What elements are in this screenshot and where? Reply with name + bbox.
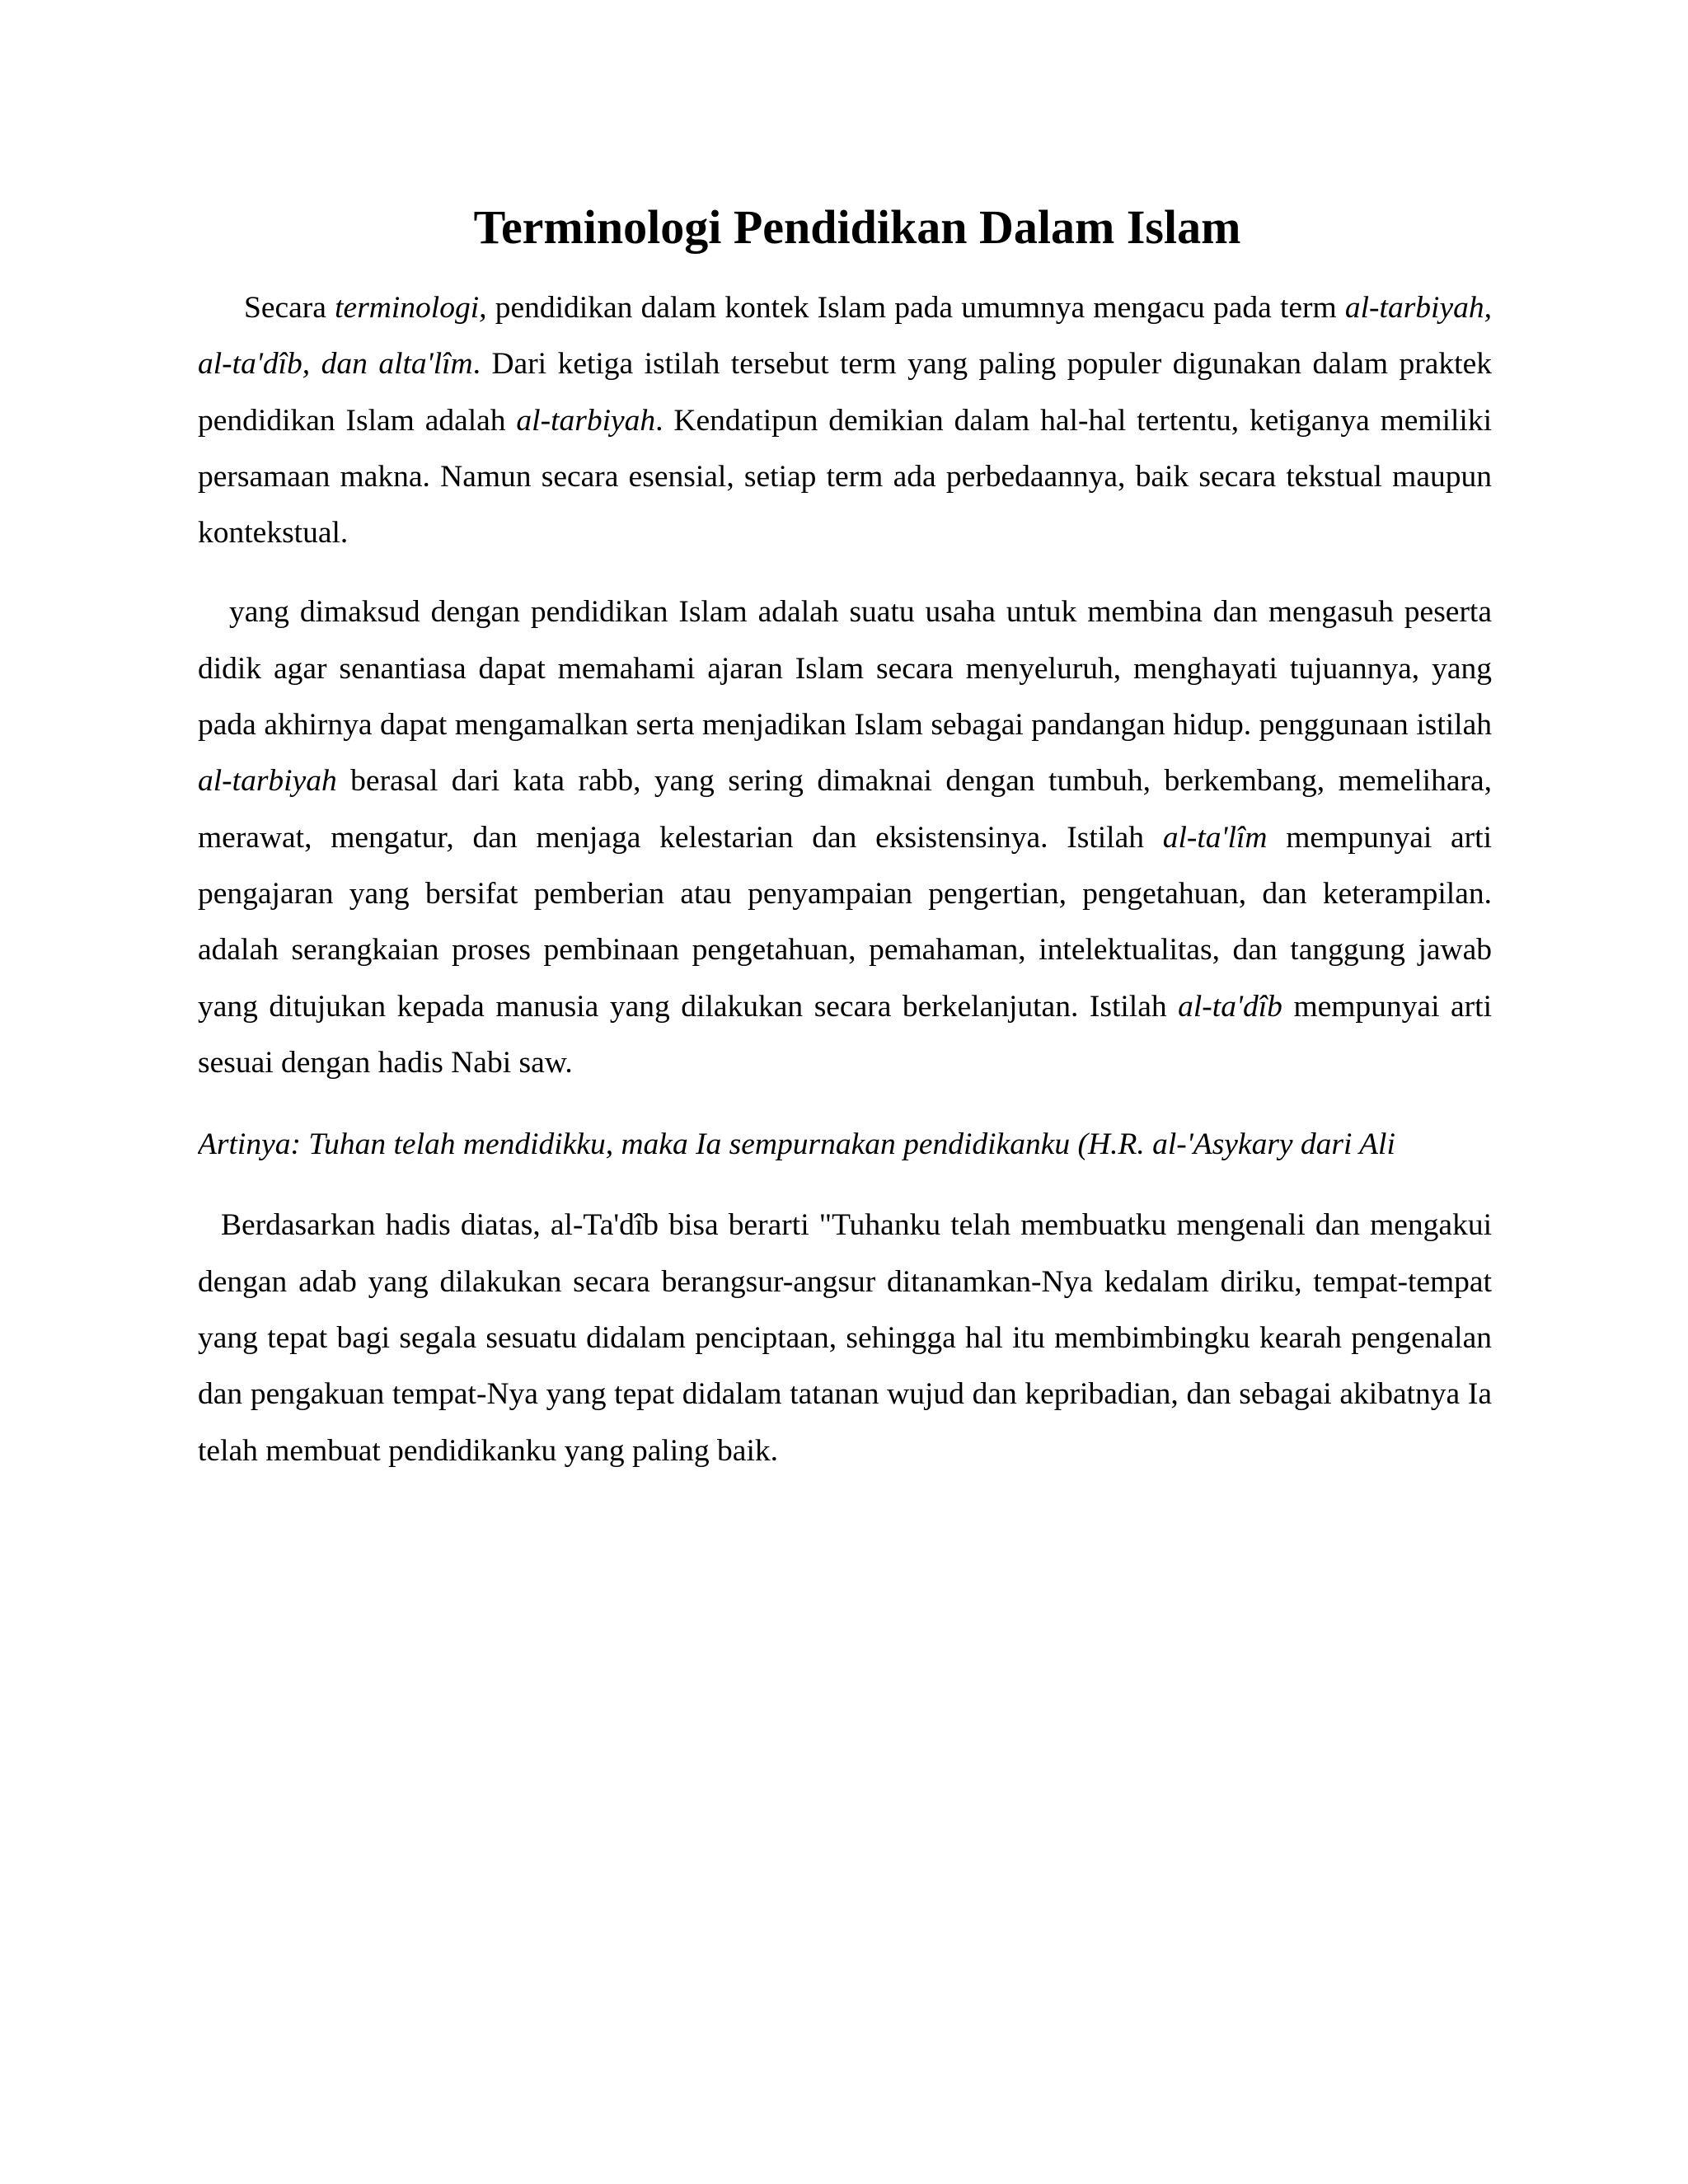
hadith-translation: Artinya: Tuhan telah mendidikku, maka Ia sempurnakan pendidikanku (H.R. al-'Asykary dari Ali [198, 1127, 1395, 1162]
paragraph-terminology [198, 280, 1492, 561]
paragraph-text: . Kendatipun demikian dalam hal-hal tertentu, ketiganya memiliki persamaan makna. Namun secara esensial, setiap term ada perbedaannya, baik secara tekstual maupun kontekstual. [198, 403, 1492, 551]
document-page [198, 194, 1492, 1479]
paragraph-text: mempunyai arti pengajaran yang bersifat pemberian atau penyampaian pengertian, pengetahuan, dan keterampilan. adalah serangkaian proses pembinaan pengetahuan, pemahaman, intelektualitas, dan tanggung jawab yang ditujukan kepada manusia yang dilakukan secara berkelanjutan. Istilah [198, 820, 1492, 1024]
paragraph-text: yang dimaksud dengan pendidikan Islam adalah suatu usaha untuk membina dan mengasuh peserta didik agar senantiasa dapat memahami ajaran Islam secara menyeluruh, menghayati tujuannya, yang pada akhirnya dapat mengamalkan serta menjadikan Islam sebagai pandangan hidup. penggunaan istilah [198, 595, 1492, 743]
paragraph-text: mempunyai arti sesuai dengan hadis Nabi saw. [198, 989, 1492, 1080]
paragraph-definition [198, 584, 1492, 1091]
document-title: Terminologi Pendidikan Dalam Islam [473, 200, 1241, 254]
italic-term: terminologi, [335, 291, 487, 325]
paragraph-text: . Dari ketiga istilah tersebut term yang paling populer digunakan dalam praktek pendidikan Islam adalah [198, 347, 1492, 438]
italic-term: al-ta'dîb [1178, 989, 1282, 1024]
paragraph-text: pendidikan dalam kontek Islam pada umumnya mengacu pada term [486, 291, 1345, 325]
italic-term: al-tarbiyah [516, 403, 656, 438]
italic-term: al-ta'lîm [1162, 820, 1268, 855]
paragraph-text: berasal dari kata rabb, yang sering dimaknai dengan tumbuh, berkembang, memelihara, merawat, mengatur, dan menjaga kelestarian dan eksistensinya. Istilah [198, 764, 1492, 855]
paragraph-text: Secara [244, 291, 335, 325]
italic-term: al-tarbiyah, al-ta'dîb, dan alta'lîm [198, 291, 1492, 382]
italic-term: al-tarbiyah [198, 764, 337, 799]
paragraph-explanation: Berdasarkan hadis diatas, al-Ta'dîb bisa berarti "Tuhanku telah membuatku mengenali dan mengakui dengan adab yang dilakukan secara berangsur-angsur ditanamkan-Nya kedalam diriku, tempat-tempat yang tepat bagi segala sesuatu didalam penciptaan, sehingga hal itu membimbingku kearah pengenalan dan pengakuan tempat-Nya yang tepat didalam tatanan wujud dan kepribadian, dan sebagai akibatnya Ia telah membuat pendidikanku yang paling baik. [198, 1208, 1492, 1468]
